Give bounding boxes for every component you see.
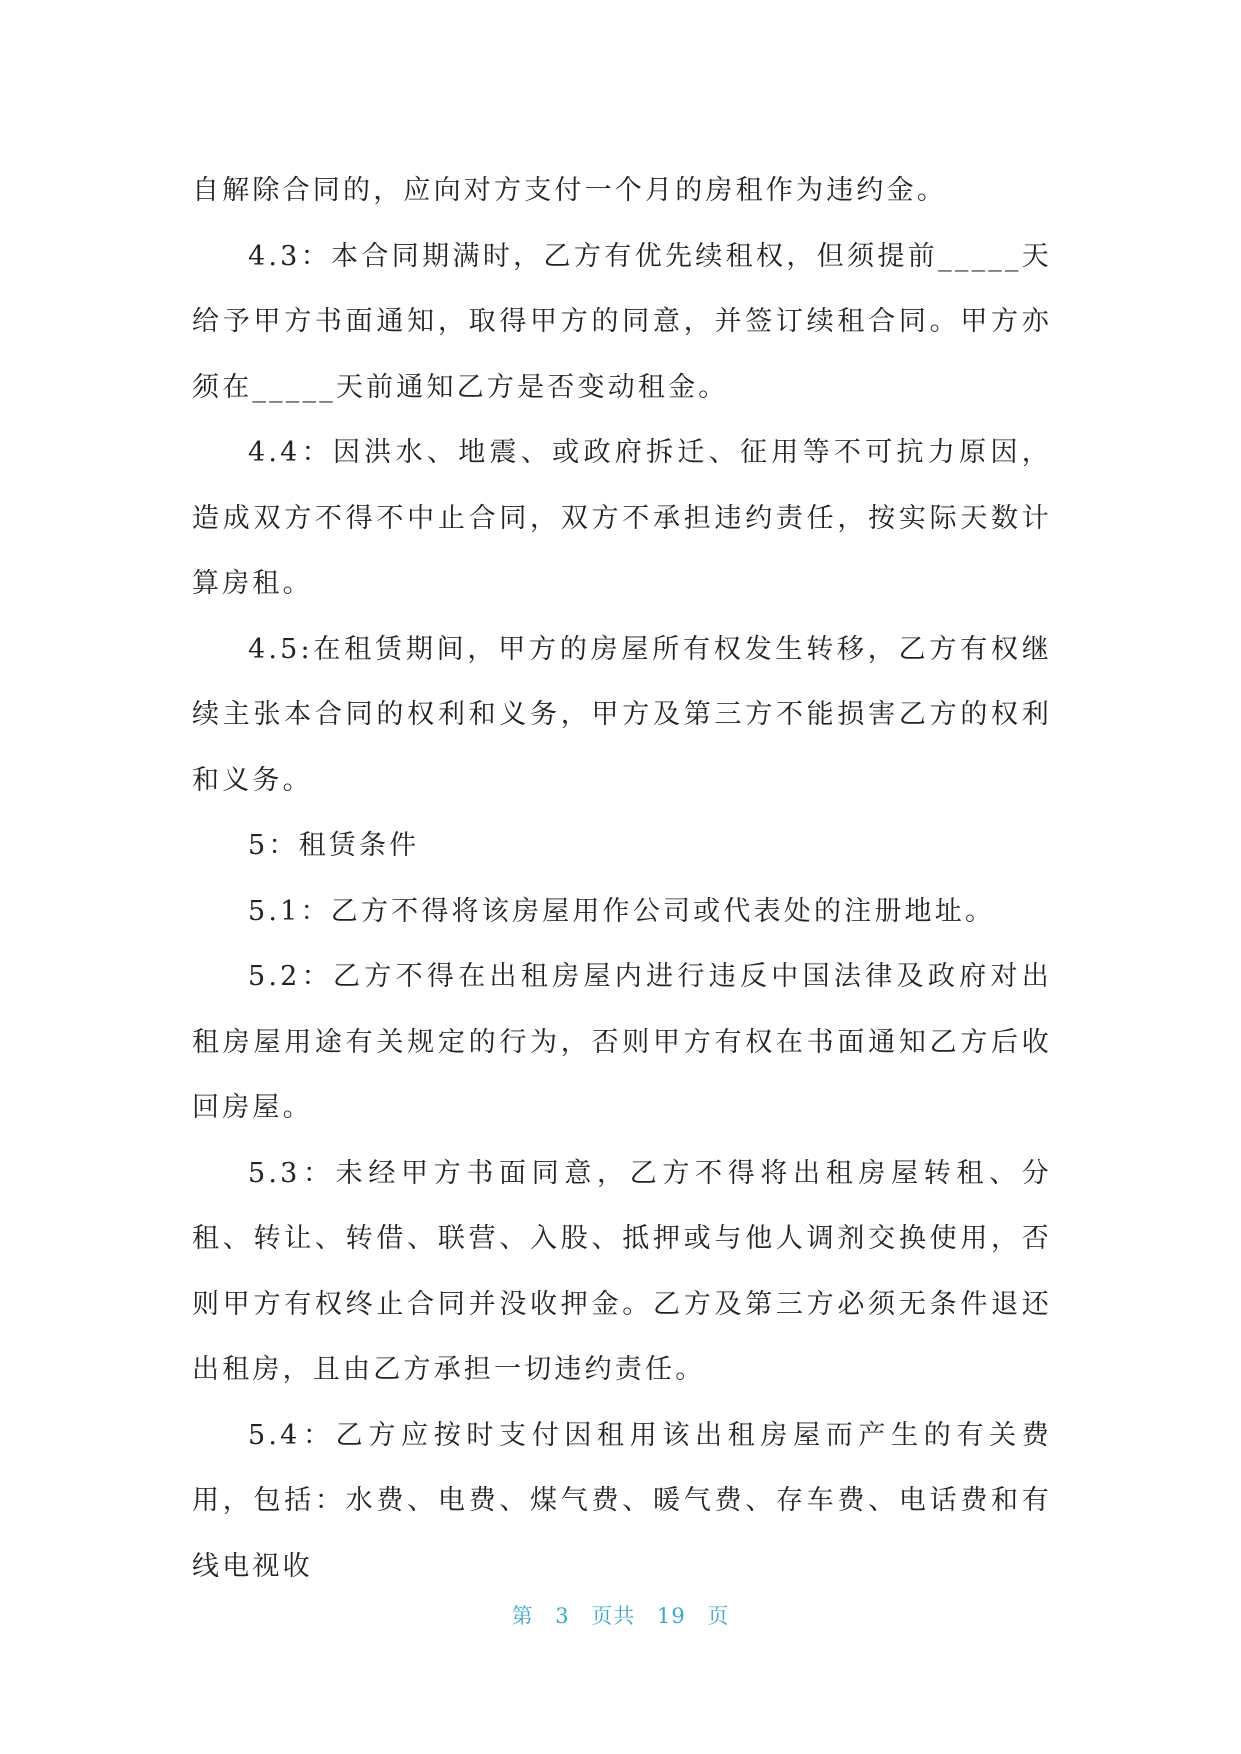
paragraph-5-3: 5.3：未经甲方书面同意，乙方不得将出租房屋转租、分租、转让、转借、联营、入股、抵押或与他人调剂交换使用，否则甲方有权终止合同并没收押金。乙方及第三方必须无条件退还出租房，且由乙方承担一切违约责任。 <box>192 1157 1052 1385</box>
footer-suffix: 页 <box>707 1604 730 1628</box>
footer-prefix: 第 <box>511 1604 534 1628</box>
paragraph-5-2: 5.2：乙方不得在出租房屋内进行违反中国法律及政府对出租房屋用途有关规定的行为，否则甲方有权在书面通知乙方后收回房屋。 <box>192 961 1052 1123</box>
paragraph-4-5: 4.5:在租赁期间，甲方的房屋所有权发生转移，乙方有权继续主张本合同的权利和义务，甲方及第三方不能损害乙方的权利和义务。 <box>192 633 1052 796</box>
footer-middle: 页共 <box>591 1604 636 1628</box>
paragraph-continuation: 自解除合同的，应向对方支付一个月的房租作为违约金。 <box>192 175 947 206</box>
footer-current-page: 3 <box>555 1604 570 1628</box>
paragraph-5-4: 5.4：乙方应按时支付因租用该出租房屋而产生的有关费用，包括：水费、电费、煤气费、暖气费、存车费、电话费和有线电视收 <box>192 1419 1052 1582</box>
paragraph-5-1: 5.1：乙方不得将该房屋用作公司或代表处的注册地址。 <box>248 895 996 927</box>
paragraph-4-3: 4.3：本合同期满时，乙方有优先续租权，但须提前_____天给予甲方书面通知，取得甲方的同意，并签订续租合同。甲方亦须在_____天前通知乙方是否变动租金。 <box>192 240 1052 403</box>
document-body <box>192 158 1052 1599</box>
page-footer <box>0 1600 1241 1630</box>
footer-total-pages: 19 <box>657 1604 686 1628</box>
section-heading-5: 5：租赁条件 <box>248 830 420 861</box>
paragraph-4-4: 4.4：因洪水、地震、或政府拆迁、征用等不可抗力原因，造成双方不得不中止合同，双方不承担违约责任，按实际天数计算房租。 <box>192 437 1052 599</box>
